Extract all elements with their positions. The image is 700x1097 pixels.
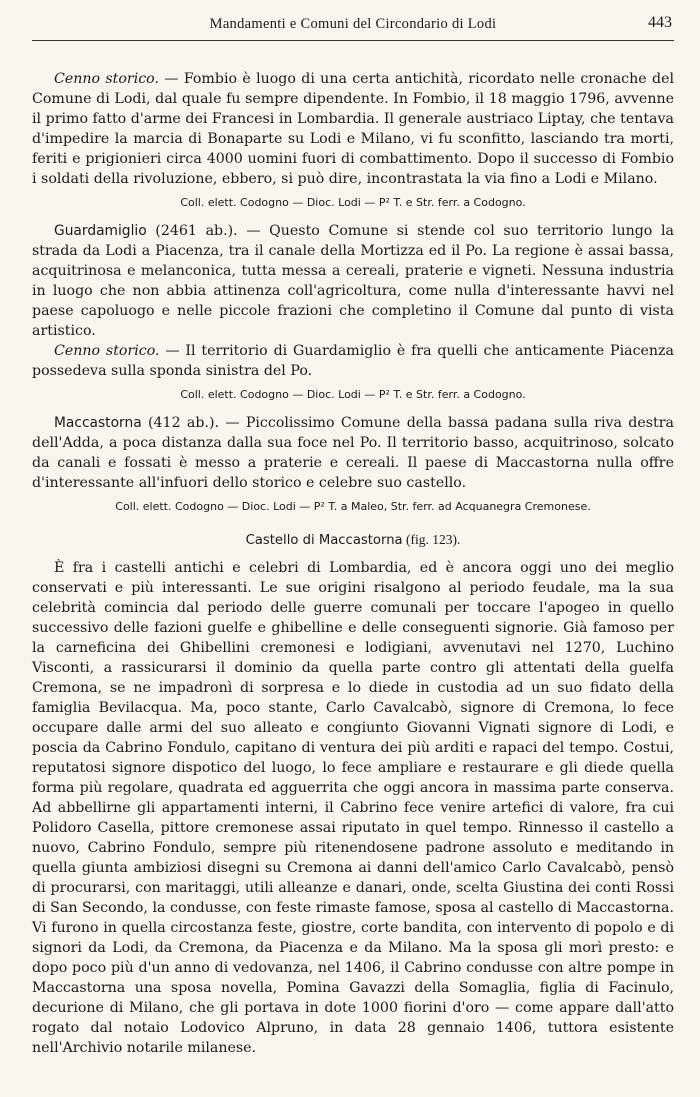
guardamiglio-entry-name: Guardamiglio xyxy=(54,223,147,239)
fombio-history-paragraph xyxy=(32,69,674,189)
maccastorna-text: (412 ab.). — Piccolissimo Comune della bassa padana sulla riva destra dell'Adda, a poca distanza dalla sua foce nel Po. Il territorio basso, acquitrinoso, solcato da canali e fossati è messo a praterie e cereali. Il paese di Maccastorna nulla offre d'interessante all'infuori dello storico e celebre suo castello. xyxy=(32,415,674,491)
castello-title: Castello di Maccastorna xyxy=(245,533,403,548)
maccastorna-reference-line: Coll. elett. Codogno — Dioc. Lodi — P² T. a Maleo, Str. ferr. ad Acquanegra Cremonese. xyxy=(115,500,591,513)
page-body xyxy=(32,41,674,1058)
guardamiglio-history-label: Cenno storico. xyxy=(54,343,160,359)
guardamiglio-history-paragraph xyxy=(32,341,674,381)
guardamiglio-reference-line: Coll. elett. Codogno — Dioc. Lodi — P² T. e Str. ferr. a Codogno. xyxy=(180,388,526,401)
guardamiglio-paragraph xyxy=(32,221,674,341)
figure-reference: (fig. 123). xyxy=(402,532,461,547)
castello-section-heading xyxy=(32,531,674,550)
fombio-history-text: — Fombio è luogo di una certa antichità, ricordato nelle cronache del Comune di Lodi, dal quale fu sempre dipendente. In Fombio, il 18 maggio 1796, avvenne il primo fatto d'arme dei Francesi in Lombardia. Il generale austriaco Liptay, che tentava d'impedire la marcia di Bonaparte su Lodi e Milano, vi fu sconfitto, lasciando tra morti, feriti e prigionieri circa 4000 uomini fuori di combattimento. Dopo il successo di Fombio i soldati della rivoluzione, ebbero, si può dire, incontrastata la via fino a Lodi e Milano. xyxy=(32,71,674,187)
guardamiglio-text: (2461 ab.). — Questo Comune si stende col suo territorio lungo la strada da Lodi a Piacenza, tra il canale della Mortizza ed il Po. La regione è assai bassa, acquitrinosa e melanconica, tutta messa a cereali, praterie e vigneti. Nessuna industria in luogo che non abbia attinenza coll'agricoltura, come nulla d'interessante havvi nel paese capoluogo e nelle piccole frazioni che completino il Comune dal punto di vista artistico. xyxy=(32,223,674,339)
castello-paragraph: È fra i castelli antichi e celebri di Lombardia, ed è ancora oggi uno dei meglio conservati e più interessanti. Le sue origini risalgono al periodo feudale, ma la sua celebrità comincia dal periodo delle guerre comunali per toccare l'apogeo in quello successivo delle fazioni guelfe e ghibelline e delle conseguenti signorie. Già famoso per la carneficina dei Ghibellini cremonesi e lodigiani, avvenutavi nel 1270, Luchino Visconti, a rassicurarsi il dominio da quella parte contro gli attentati della guelfa Cremona, se ne impadronì di sorpresa e lo diede in custodia ad un suo fidato della famiglia Bevilacqua. Ma, poco stante, Carlo Cavalcabò, signore di Cremona, lo fece occupare dalle armi del suo alleato e congiunto Giovanni Vignati signore di Lodi, e poscia da Cabrino Fondulo, capitano di ventura dei più arditi e rapaci del tempo. Costui, reputatosi signore dispotico del luogo, lo fece ampliare e restaurare e gli diede quella forma più regolare, quadrata ed agguerrita che oggi ancora in massima parte conserva. Ad abbellirne gli appartamenti interni, il Cabrino fece venire artefici di valore, fra cui Polidoro Casella, pittore cremonese assai riputato in quel tempo. Rinnesso il castello a nuovo, Cabrino Fondulo, sempre più ritenendosene padrone assoluto e meditando in quella giunta ambiziosi disegni su Cremona ai danni dell'amico Carlo Cavalcabò, pensò di procurarsi, con maritaggi, utili alleanze e danari, onde, scelta Giustina dei conti Rossi di San Secondo, la condusse, con feste rimaste famose, sposa al castello di Maccastorna. Vi furono in quella circostanza feste, giostre, corte bandita, con intervento di popolo e di signori da Lodi, da Cremona, da Piacenza e da Milano. Ma la sposa gli morì presto: e dopo poco più d'un anno di vedovanza, nel 1406, il Cabrino condusse con altre pompe in Maccastorna una sposa novella, Pomina Gavazzi della Somaglia, figlia di Facinulo, decurione di Milano, che gli portava in dote 1000 fiorini d'oro — come appare dall'atto rogato dal notaio Lodovico Alpruno, in data 28 gennaio 1406, tuttora esistente nell'Archivio notarile milanese. xyxy=(32,560,674,1056)
fombio-reference-line: Coll. elett. Codogno — Dioc. Lodi — P² T. e Str. ferr. a Codogno. xyxy=(180,196,526,209)
maccastorna-paragraph xyxy=(32,413,674,493)
fombio-history-label: Cenno storico. xyxy=(54,71,159,87)
header-title: Mandamenti e Comuni del Circondario di Lodi xyxy=(209,16,497,32)
guardamiglio-history-text: — Il territorio di Guardamiglio è fra quelli che anticamente Piacenza possedeva sulla sponda sinistra del Po. xyxy=(32,343,674,379)
maccastorna-entry-name: Maccastorna xyxy=(54,415,142,431)
page-number: 443 xyxy=(648,14,672,31)
running-header xyxy=(32,0,674,41)
